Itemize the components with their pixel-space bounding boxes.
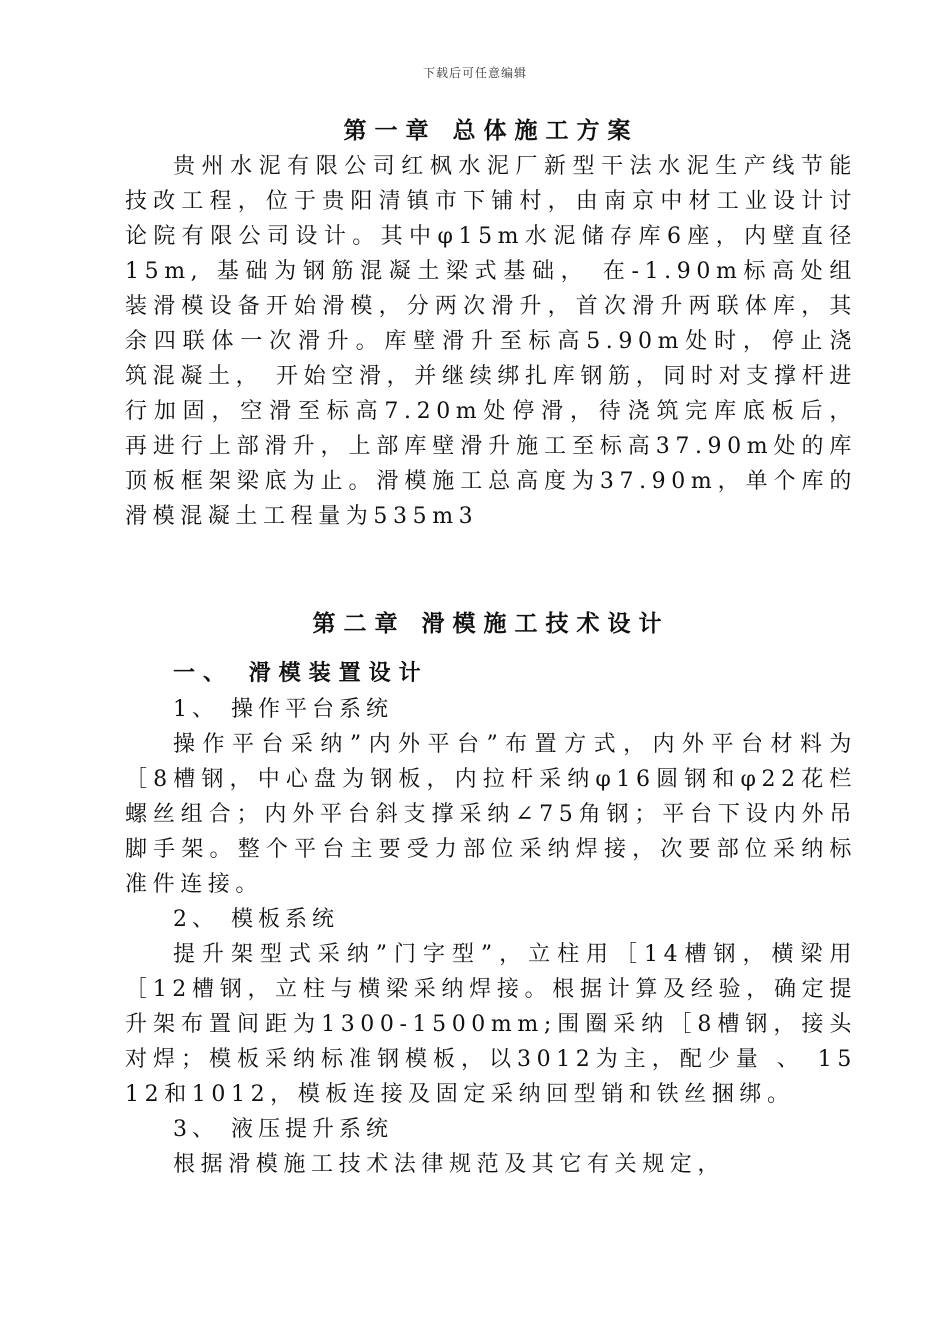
item-3-body: 根据滑模施工技术法律规范及其它有关规定，: [173, 1152, 726, 1177]
item-1-body: 操作平台采纳”内外平台”布置方式，内外平台材料为［8槽钢，中心盘为钢板，内拉杆采纳φ16圆钢和φ22花栏螺丝组合；内外平台斜支撑采纳∠75角钢；平台下设内外吊脚手架。整个平台主要受力部位采纳焊接，次要部位采纳标准件连接。: [125, 732, 857, 897]
item-2-body: 提升架型式采纳”门字型”，立柱用［14槽钢，横梁用［12槽钢，立柱与横梁采纳焊接。根据计算及经验，确定提升架布置间距为1300-1500mm;围圈采纳［8槽钢，接头对焊；模板采纳标准钢模板，以3012为主，配少量 、 1512和1012，模板连接及固定采纳回型销和铁丝捆绑。: [125, 942, 857, 1107]
chapter-2-title: 第二章 滑模施工技术设计: [312, 610, 670, 637]
item-1-heading: 1、 操作平台系统: [173, 697, 393, 722]
section-heading: 一、 滑模装置设计: [173, 660, 429, 686]
chapter-1-title: 第一章 总体施工方案: [343, 117, 639, 144]
chapter-1-body: 贵州水泥有限公司红枫水泥厂新型干法水泥生产线节能技改工程，位于贵阳清镇市下铺村，由南京中材工业设计讨论院有限公司设计。其中φ15m水泥储存库6座，内壁直径15m, 基础为钢筋混凝土梁式基础， 在-1.90m标高处组装滑模设备开始滑模，分两次滑升，首次滑升两联体库，其余四联体一次滑升。库壁滑升至标高5.90m处时，停止浇筑混凝土， 开始空滑，并继续绑扎库钢筋，同时对支撑杆进行加固，空滑至标高7.20m处停滑，待浇筑完库底板后，再进行上部滑升，上部库壁滑升施工至标高37.90m处的库顶板框架梁底为止。滑模施工总高度为37.90m，单个库的滑模混凝土工程量为535m3: [125, 154, 857, 529]
item-2-heading: 2、 模板系统: [173, 907, 339, 932]
item-3-heading: 3、 液压提升系统: [173, 1117, 393, 1142]
document-page: [125, 113, 857, 1182]
page-header: 下载后可任意编辑: [422, 66, 527, 80]
